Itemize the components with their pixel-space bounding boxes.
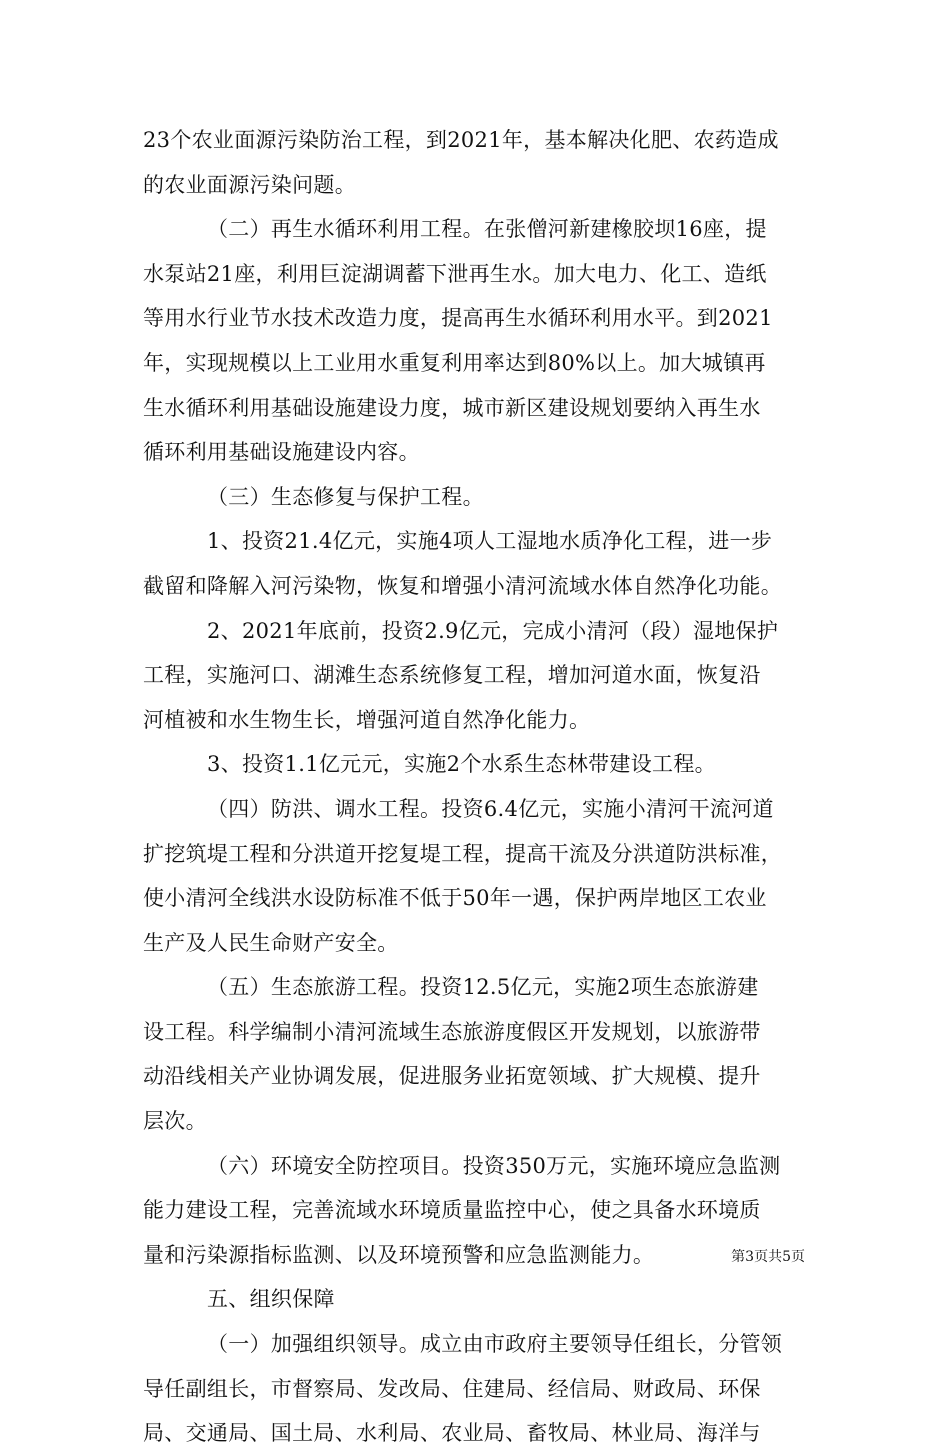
- text-line: 扩挖筑堤工程和分洪道开挖复堤工程，提高干流及分洪道防洪标准，: [143, 841, 782, 866]
- paragraph: [143, 475, 808, 520]
- paragraph: [143, 519, 808, 608]
- paragraph: [143, 787, 808, 965]
- text-line: 导任副组长，市督察局、发改局、住建局、经信局、财政局、环保: [143, 1376, 761, 1401]
- text-line: 局、交通局、国土局、水利局、农业局、畜牧局、林业局、海洋与: [143, 1421, 761, 1446]
- text-line: 设工程。科学编制小清河流域生态旅游度假区开发规划，以旅游带: [143, 1019, 761, 1044]
- text-line: （六）环境安全防控项目。投资350万元，实施环境应急监测: [207, 1153, 781, 1178]
- text-line: 循环利用基础设施建设内容。: [143, 440, 420, 465]
- paragraph: [143, 1277, 808, 1322]
- text-line: （二）再生水循环利用工程。在张僧河新建橡胶坝16座，提: [207, 217, 767, 242]
- paragraph: [143, 1144, 808, 1278]
- text-line: 生产及人民生命财产安全。: [143, 930, 399, 955]
- text-line: 等用水行业节水技术改造力度，提高再生水循环利用水平。到2021: [143, 306, 773, 331]
- text-line: 工程，实施河口、湖滩生态系统修复工程，增加河道水面，恢复沿: [143, 663, 761, 688]
- text-line: （一）加强组织领导。成立由市政府主要领导任组长，分管领: [207, 1332, 783, 1357]
- text-line: 层次。: [143, 1109, 207, 1134]
- text-line: 生水循环利用基础设施建设力度，城市新区建设规划要纳入再生水: [143, 395, 761, 420]
- text-line: 截留和降解入河污染物，恢复和增强小清河流域水体自然净化功能。: [143, 573, 782, 598]
- paragraph: [143, 742, 808, 787]
- text-line: 量和污染源指标监测、以及环境预警和应急监测能力。: [143, 1242, 655, 1267]
- document-body: [143, 118, 808, 1456]
- text-line: 1、投资21.4亿元，实施4项人工湿地水质净化工程，进一步: [207, 529, 773, 554]
- text-line: 23个农业面源污染防治工程，到2021年，基本解决化肥、农药造成: [143, 128, 779, 152]
- page-number-footer: 第3页共5页: [731, 1249, 805, 1265]
- text-line: 2、2021年底前，投资2.9亿元，完成小清河（段）湿地保护: [207, 618, 779, 643]
- text-line: 年，实现规模以上工业用水重复利用率达到80%以上。加大城镇再: [143, 350, 766, 375]
- text-line: 五、组织保障: [207, 1287, 335, 1312]
- text-line: （四）防洪、调水工程。投资6.4亿元，实施小清河干流河道: [207, 796, 774, 821]
- text-line: 的农业面源污染问题。: [143, 172, 356, 197]
- text-line: 3、投资1.1亿元元，实施2个水系生态林带建设工程。: [207, 752, 716, 777]
- text-line: （三）生态修复与保护工程。: [207, 484, 484, 509]
- text-line: 动沿线相关产业协调发展，促进服务业拓宽领域、扩大规模、提升: [143, 1064, 761, 1089]
- paragraph: [143, 207, 808, 475]
- text-line: 使小清河全线洪水设防标准不低于50年一遇，保护两岸地区工农业: [143, 886, 767, 911]
- paragraph: [143, 609, 808, 743]
- paragraph: [143, 965, 808, 1143]
- text-line: 能力建设工程，完善流域水环境质量监控中心，使之具备水环境质: [143, 1198, 761, 1223]
- paragraph: [143, 118, 808, 207]
- text-line: （五）生态旅游工程。投资12.5亿元，实施2项生态旅游建: [207, 975, 759, 1000]
- text-line: 水泵站21座，利用巨淀湖调蓄下泄再生水。加大电力、化工、造纸: [143, 261, 767, 286]
- paragraph: [143, 1322, 808, 1456]
- text-line: 河植被和水生物生长，增强河道自然净化能力。: [143, 707, 591, 732]
